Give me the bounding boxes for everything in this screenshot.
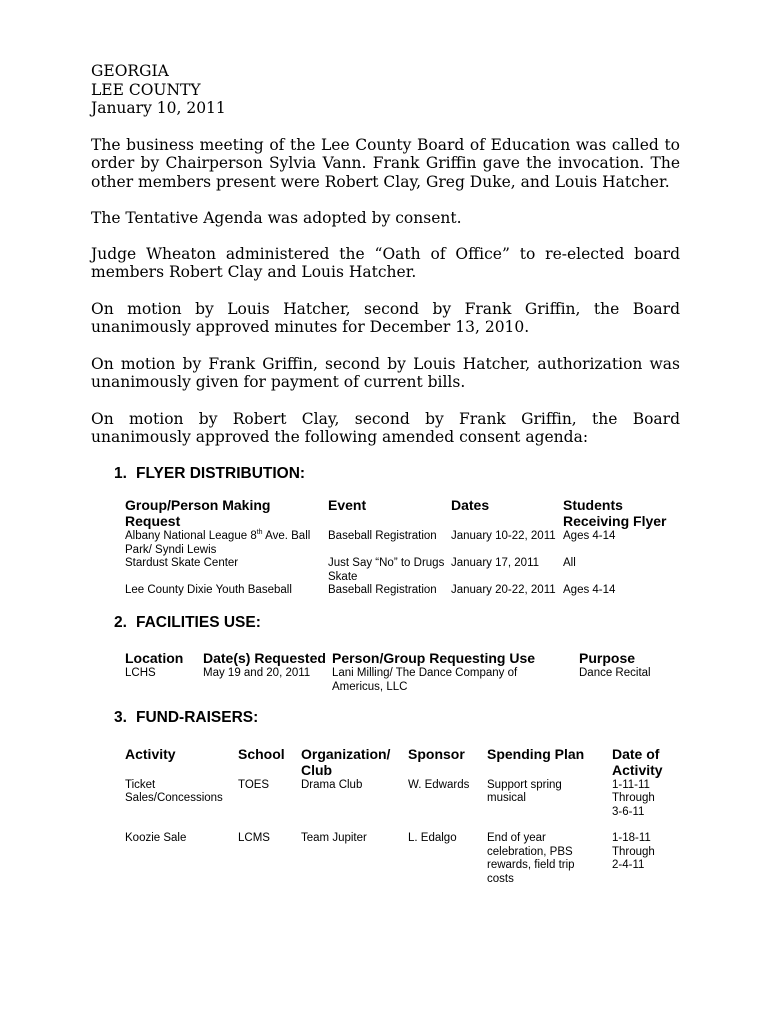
column-header: Group/Person Making Request [125,497,271,529]
section-number: 1. [114,464,127,482]
table-cell-students: All [563,557,576,569]
table-cell-students: Ages 4-14 [563,584,616,596]
table-cell-spending-plan: Support spring musical [487,778,562,804]
column-header: Organization/ Club [301,745,391,778]
table-cell-activity: Ticket Sales/Concessions [125,778,223,804]
column-header: Students Receiving Flyer [563,497,667,529]
section-flyer-distribution-heading [114,465,703,484]
table-row [125,530,685,557]
paragraph-call-to-order: The business meeting of the Lee County Board of Education was called to order by Chairperson Sylvia Vann. Frank Griffin gave the invocation. The other members present were Robert Clay, Greg Duke, and Louis Hatcher. [91,135,680,191]
table-cell-dates: January 17, 2011 [451,557,540,569]
table-cell-event: Baseball Registration [328,584,437,596]
table-header-row [125,746,685,779]
group-name-part: Albany National League 8 [125,530,257,542]
table-cell-event: Just Say “No” to Drugs Skate [328,557,445,583]
ordinal-suffix: th [256,529,263,537]
table-cell-location: LCHS [125,667,156,679]
section-title: FACILITIES USE: [136,613,261,631]
table-cell-students: Ages 4-14 [563,530,616,542]
table-cell-purpose: Dance Recital [579,667,651,679]
table-header-row [125,650,685,667]
table-row [125,557,685,584]
paragraph-minutes-approval: On motion by Louis Hatcher, second by Frank Griffin, the Board unanimously approved minutes for December 13, 2010. [91,299,680,336]
column-header: Activity [125,745,176,762]
table-cell-dates: January 10-22, 2011 [451,530,556,542]
document-page [91,62,680,886]
section-number: 2. [114,613,127,631]
table-cell-group: Stardust Skate Center [125,557,239,569]
table-row [125,584,685,598]
table-cell-date: 1-11-11 Through 3-6-11 [612,778,655,818]
table-cell-date: 1-18-11 Through 2-4-11 [612,832,655,871]
table-row [125,819,685,886]
paragraph-tentative-agenda: The Tentative Agenda was adopted by consent. [91,209,462,227]
table-cell-school: TOES [238,778,270,791]
table-cell-dates: January 20-22, 2011 [451,584,556,596]
table-cell-activity: Koozie Sale [125,832,187,844]
table-cell-organization: Team Jupiter [301,832,367,844]
header-date: January 10, 2011 [91,99,226,117]
column-header: Purpose [579,650,636,666]
column-header: Spending Plan [487,745,585,762]
paragraph-bills-payment: On motion by Frank Griffin, second by Louis Hatcher, authorization was unanimously given for payment of current bills. [91,354,680,391]
fund-raisers-table [125,746,685,887]
table-cell-group [125,530,328,557]
column-header: School [238,745,285,762]
paragraph-oath-of-office: Judge Wheaton administered the “Oath of Office” to re-elected board members Robert Clay and Louis Hatcher. [91,244,680,281]
table-cell-sponsor: W. Edwards [408,778,470,791]
column-header: Event [328,497,367,513]
flyer-distribution-table [125,497,685,598]
document-header [91,62,680,118]
table-cell-spending-plan: End of year celebration, PBS rewards, field trip costs [487,832,575,885]
table-row [125,667,685,694]
table-cell-group: Lee County Dixie Youth Baseball [125,584,292,596]
header-county: LEE COUNTY [91,80,201,99]
column-header: Date of Activity [612,745,663,778]
paragraph-consent-agenda: On motion by Robert Clay, second by Frank Griffin, the Board unanimously approved the following amended consent agenda: [91,409,680,446]
header-state: GEORGIA [91,62,169,80]
column-header: Sponsor [408,745,465,762]
table-cell-dates: May 19 and 20, 2011 [203,667,311,679]
column-header: Date(s) Requested [203,650,326,666]
section-title: FLYER DISTRIBUTION: [136,464,306,482]
section-title: FUND-RAISERS: [136,709,259,726]
section-number: 3. [114,709,127,726]
table-row [125,779,685,820]
section-facilities-use-heading [114,614,703,633]
column-header: Person/Group Requesting Use [332,650,536,666]
table-cell-person: Lani Milling/ The Dance Company of Americus, LLC [332,667,518,693]
table-cell-event: Baseball Registration [328,530,437,542]
table-cell-school: LCMS [238,832,270,844]
table-cell-sponsor: L. Edalgo [408,832,457,844]
column-header: Location [125,650,184,666]
facilities-use-table [125,650,685,694]
table-header-row [125,497,685,530]
column-header: Dates [451,497,490,513]
section-fund-raisers-heading [114,709,703,728]
group-name-part: Ave. Ball Park/ Syndi Lewis [125,530,311,556]
table-cell-organization: Drama Club [301,778,363,791]
